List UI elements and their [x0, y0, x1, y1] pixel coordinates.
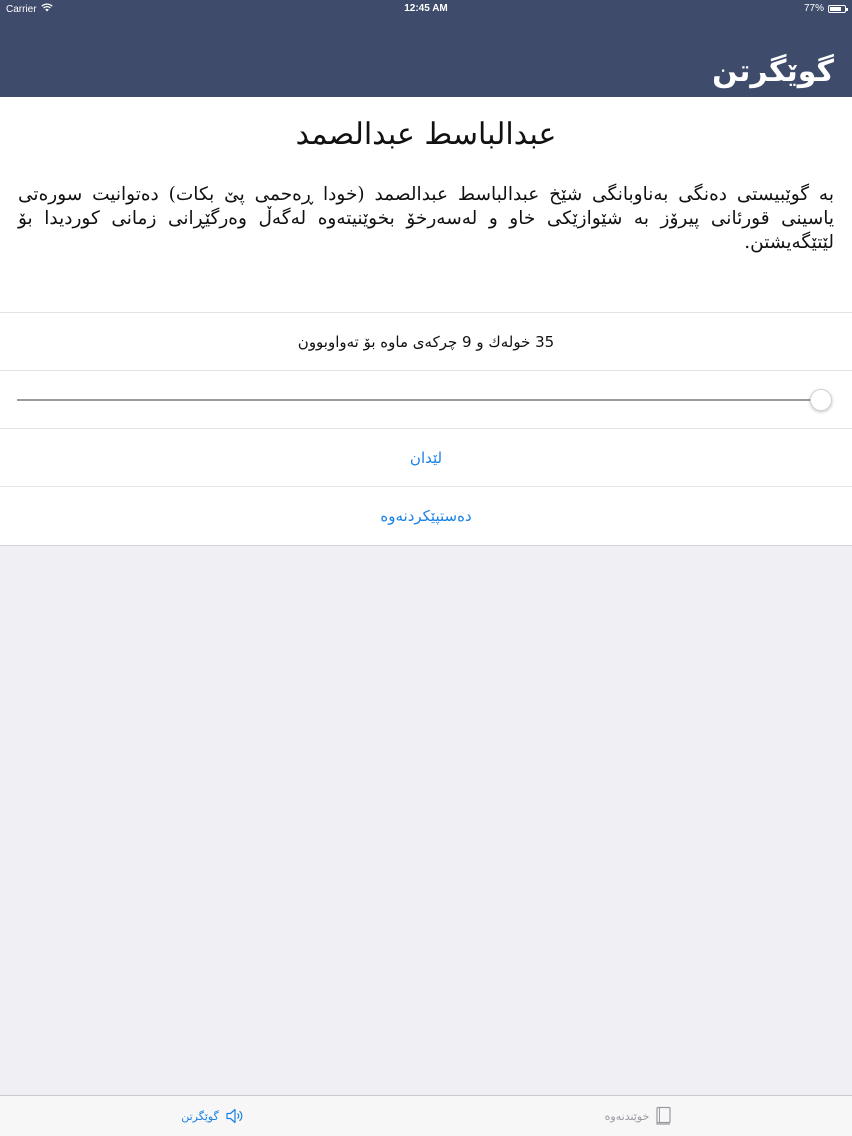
battery-percent: 77% — [803, 3, 824, 14]
battery-level-fill — [830, 7, 841, 11]
progress-slider-thumb[interactable] — [810, 389, 832, 411]
navigation-bar — [0, 18, 852, 97]
remaining-time-row — [0, 312, 852, 370]
status-time: 12:45 AM — [404, 3, 448, 14]
tab-read[interactable] — [426, 1096, 852, 1136]
remaining-time-label: 35 خولەك و 9 چرکەی ماوە بۆ تەواوبوون — [297, 332, 555, 351]
restart-button[interactable]: دەستپێکردنەوە — [380, 507, 472, 525]
progress-slider-row — [0, 370, 852, 428]
progress-slider-track[interactable] — [17, 399, 825, 401]
restart-row — [0, 486, 852, 545]
status-bar — [0, 0, 852, 18]
play-button[interactable]: لێدان — [409, 448, 443, 467]
reciter-description: بە گوێبیستی دەنگی بەناوبانگی شێخ عبدالباسط عبدالصمد (خودا ڕەحمی پێ بکات) دەتوانیت سورەتی یاسینی قورئانی پیرۆز بە شێوازێکی خاو و لەسەرخۆ بخوێنیتەوە لەگەڵ وەرگێڕانی زمانی کوردیدا بۆ لێتێگەیشتن. — [18, 184, 834, 253]
player-card — [0, 97, 852, 546]
reciter-name: عبدالباسط عبدالصمد — [295, 117, 557, 152]
carrier-label: Carrier — [6, 3, 37, 15]
page-title: گوێگرتن — [712, 54, 834, 89]
book-icon — [655, 1106, 673, 1126]
tab-bar — [0, 1095, 852, 1136]
progress-slider-fill — [17, 399, 821, 401]
speaker-icon — [225, 1106, 245, 1126]
tab-listen[interactable] — [0, 1096, 426, 1136]
tab-listen-label: گوێگرتن — [181, 1109, 219, 1123]
play-row — [0, 428, 852, 486]
status-battery-group — [804, 3, 846, 14]
battery-icon — [828, 5, 846, 13]
tab-read-label: خوێندنەوە — [604, 1109, 650, 1123]
